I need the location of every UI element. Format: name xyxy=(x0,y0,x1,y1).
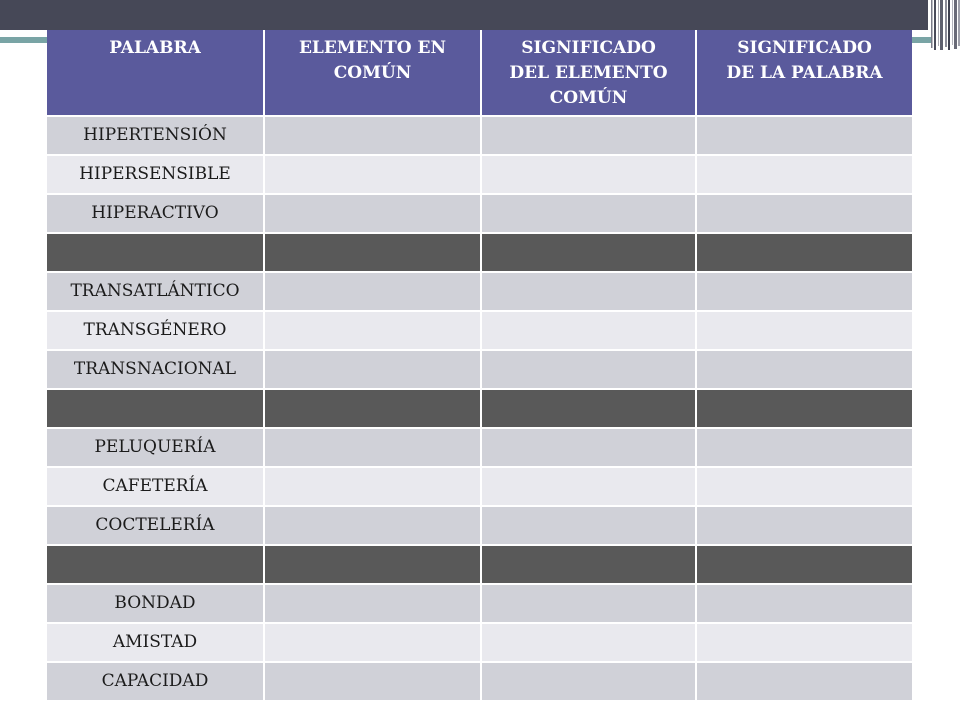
separator-cell xyxy=(47,390,263,427)
table-row xyxy=(47,585,912,622)
table-row xyxy=(47,468,912,505)
header-line: DEL ELEMENTO xyxy=(509,63,668,83)
word-meaning-cell xyxy=(697,156,912,193)
table-row xyxy=(47,312,912,349)
separator-row xyxy=(47,546,912,583)
word-cell: CAPACIDAD xyxy=(47,663,263,700)
common-element-cell xyxy=(265,429,480,466)
separator-cell xyxy=(697,390,912,427)
word-table xyxy=(47,30,912,700)
separator-row xyxy=(47,234,912,271)
common-element-meaning-cell xyxy=(482,663,695,700)
word-cell: BONDAD xyxy=(47,585,263,622)
common-element-cell xyxy=(265,507,480,544)
word-cell: TRANSGÉNERO xyxy=(47,312,263,349)
table-row xyxy=(47,429,912,466)
word-cell: TRANSATLÁNTICO xyxy=(47,273,263,310)
common-element-cell xyxy=(265,351,480,388)
table-row xyxy=(47,273,912,310)
word-meaning-cell xyxy=(697,429,912,466)
word-cell: HIPERACTIVO xyxy=(47,195,263,232)
common-element-cell xyxy=(265,312,480,349)
word-cell: TRANSNACIONAL xyxy=(47,351,263,388)
header-line: DE LA PALABRA xyxy=(726,63,883,83)
word-meaning-cell xyxy=(697,624,912,661)
word-meaning-cell xyxy=(697,195,912,232)
word-meaning-cell xyxy=(697,663,912,700)
table-row xyxy=(47,351,912,388)
table-row xyxy=(47,117,912,154)
table-row xyxy=(47,507,912,544)
header-line: COMÚN xyxy=(549,88,628,108)
accent-line-left xyxy=(0,37,48,43)
separator-cell xyxy=(47,546,263,583)
common-element-cell xyxy=(265,585,480,622)
word-meaning-cell xyxy=(697,585,912,622)
separator-cell xyxy=(482,234,695,271)
common-element-meaning-cell xyxy=(482,156,695,193)
slide-top-bar xyxy=(0,0,928,30)
column-header-elemento-en-comun xyxy=(265,30,480,115)
separator-cell xyxy=(265,234,480,271)
column-header-palabra xyxy=(47,30,263,115)
common-element-meaning-cell xyxy=(482,195,695,232)
word-meaning-cell xyxy=(697,468,912,505)
separator-cell xyxy=(47,234,263,271)
word-meaning-cell xyxy=(697,117,912,154)
separator-cell xyxy=(697,546,912,583)
separator-cell xyxy=(697,234,912,271)
common-element-meaning-cell xyxy=(482,468,695,505)
separator-cell xyxy=(265,546,480,583)
word-cell: HIPERSENSIBLE xyxy=(47,156,263,193)
separator-cell xyxy=(482,546,695,583)
table-row xyxy=(47,156,912,193)
column-header-significado-elemento xyxy=(482,30,695,115)
separator-cell xyxy=(482,390,695,427)
common-element-cell xyxy=(265,663,480,700)
word-cell: HIPERTENSIÓN xyxy=(47,117,263,154)
table-row xyxy=(47,195,912,232)
word-cell: COCTELERÍA xyxy=(47,507,263,544)
table-row xyxy=(47,624,912,661)
common-element-cell xyxy=(265,156,480,193)
common-element-meaning-cell xyxy=(482,507,695,544)
common-element-cell xyxy=(265,273,480,310)
separator-row xyxy=(47,390,912,427)
word-meaning-cell xyxy=(697,351,912,388)
common-element-meaning-cell xyxy=(482,624,695,661)
header-line: SIGNIFICADO xyxy=(737,38,872,58)
common-element-cell xyxy=(265,468,480,505)
header-line: ELEMENTO EN xyxy=(298,38,447,58)
word-cell: AMISTAD xyxy=(47,624,263,661)
header-line: SIGNIFICADO xyxy=(521,38,656,58)
common-element-cell xyxy=(265,117,480,154)
corner-lines-decoration xyxy=(928,0,960,52)
table-header-row xyxy=(47,30,912,115)
common-element-cell xyxy=(265,195,480,232)
separator-cell xyxy=(265,390,480,427)
column-header-significado-palabra xyxy=(697,30,912,115)
word-meaning-cell xyxy=(697,273,912,310)
common-element-meaning-cell xyxy=(482,585,695,622)
header-line: COMÚN xyxy=(333,63,412,83)
common-element-meaning-cell xyxy=(482,117,695,154)
word-meaning-cell xyxy=(697,507,912,544)
table-row xyxy=(47,663,912,700)
common-element-cell xyxy=(265,624,480,661)
word-meaning-cell xyxy=(697,312,912,349)
header-line: PALABRA xyxy=(109,38,201,58)
common-element-meaning-cell xyxy=(482,429,695,466)
common-element-meaning-cell xyxy=(482,312,695,349)
word-cell: CAFETERÍA xyxy=(47,468,263,505)
word-cell: PELUQUERÍA xyxy=(47,429,263,466)
common-element-meaning-cell xyxy=(482,273,695,310)
common-element-meaning-cell xyxy=(482,351,695,388)
